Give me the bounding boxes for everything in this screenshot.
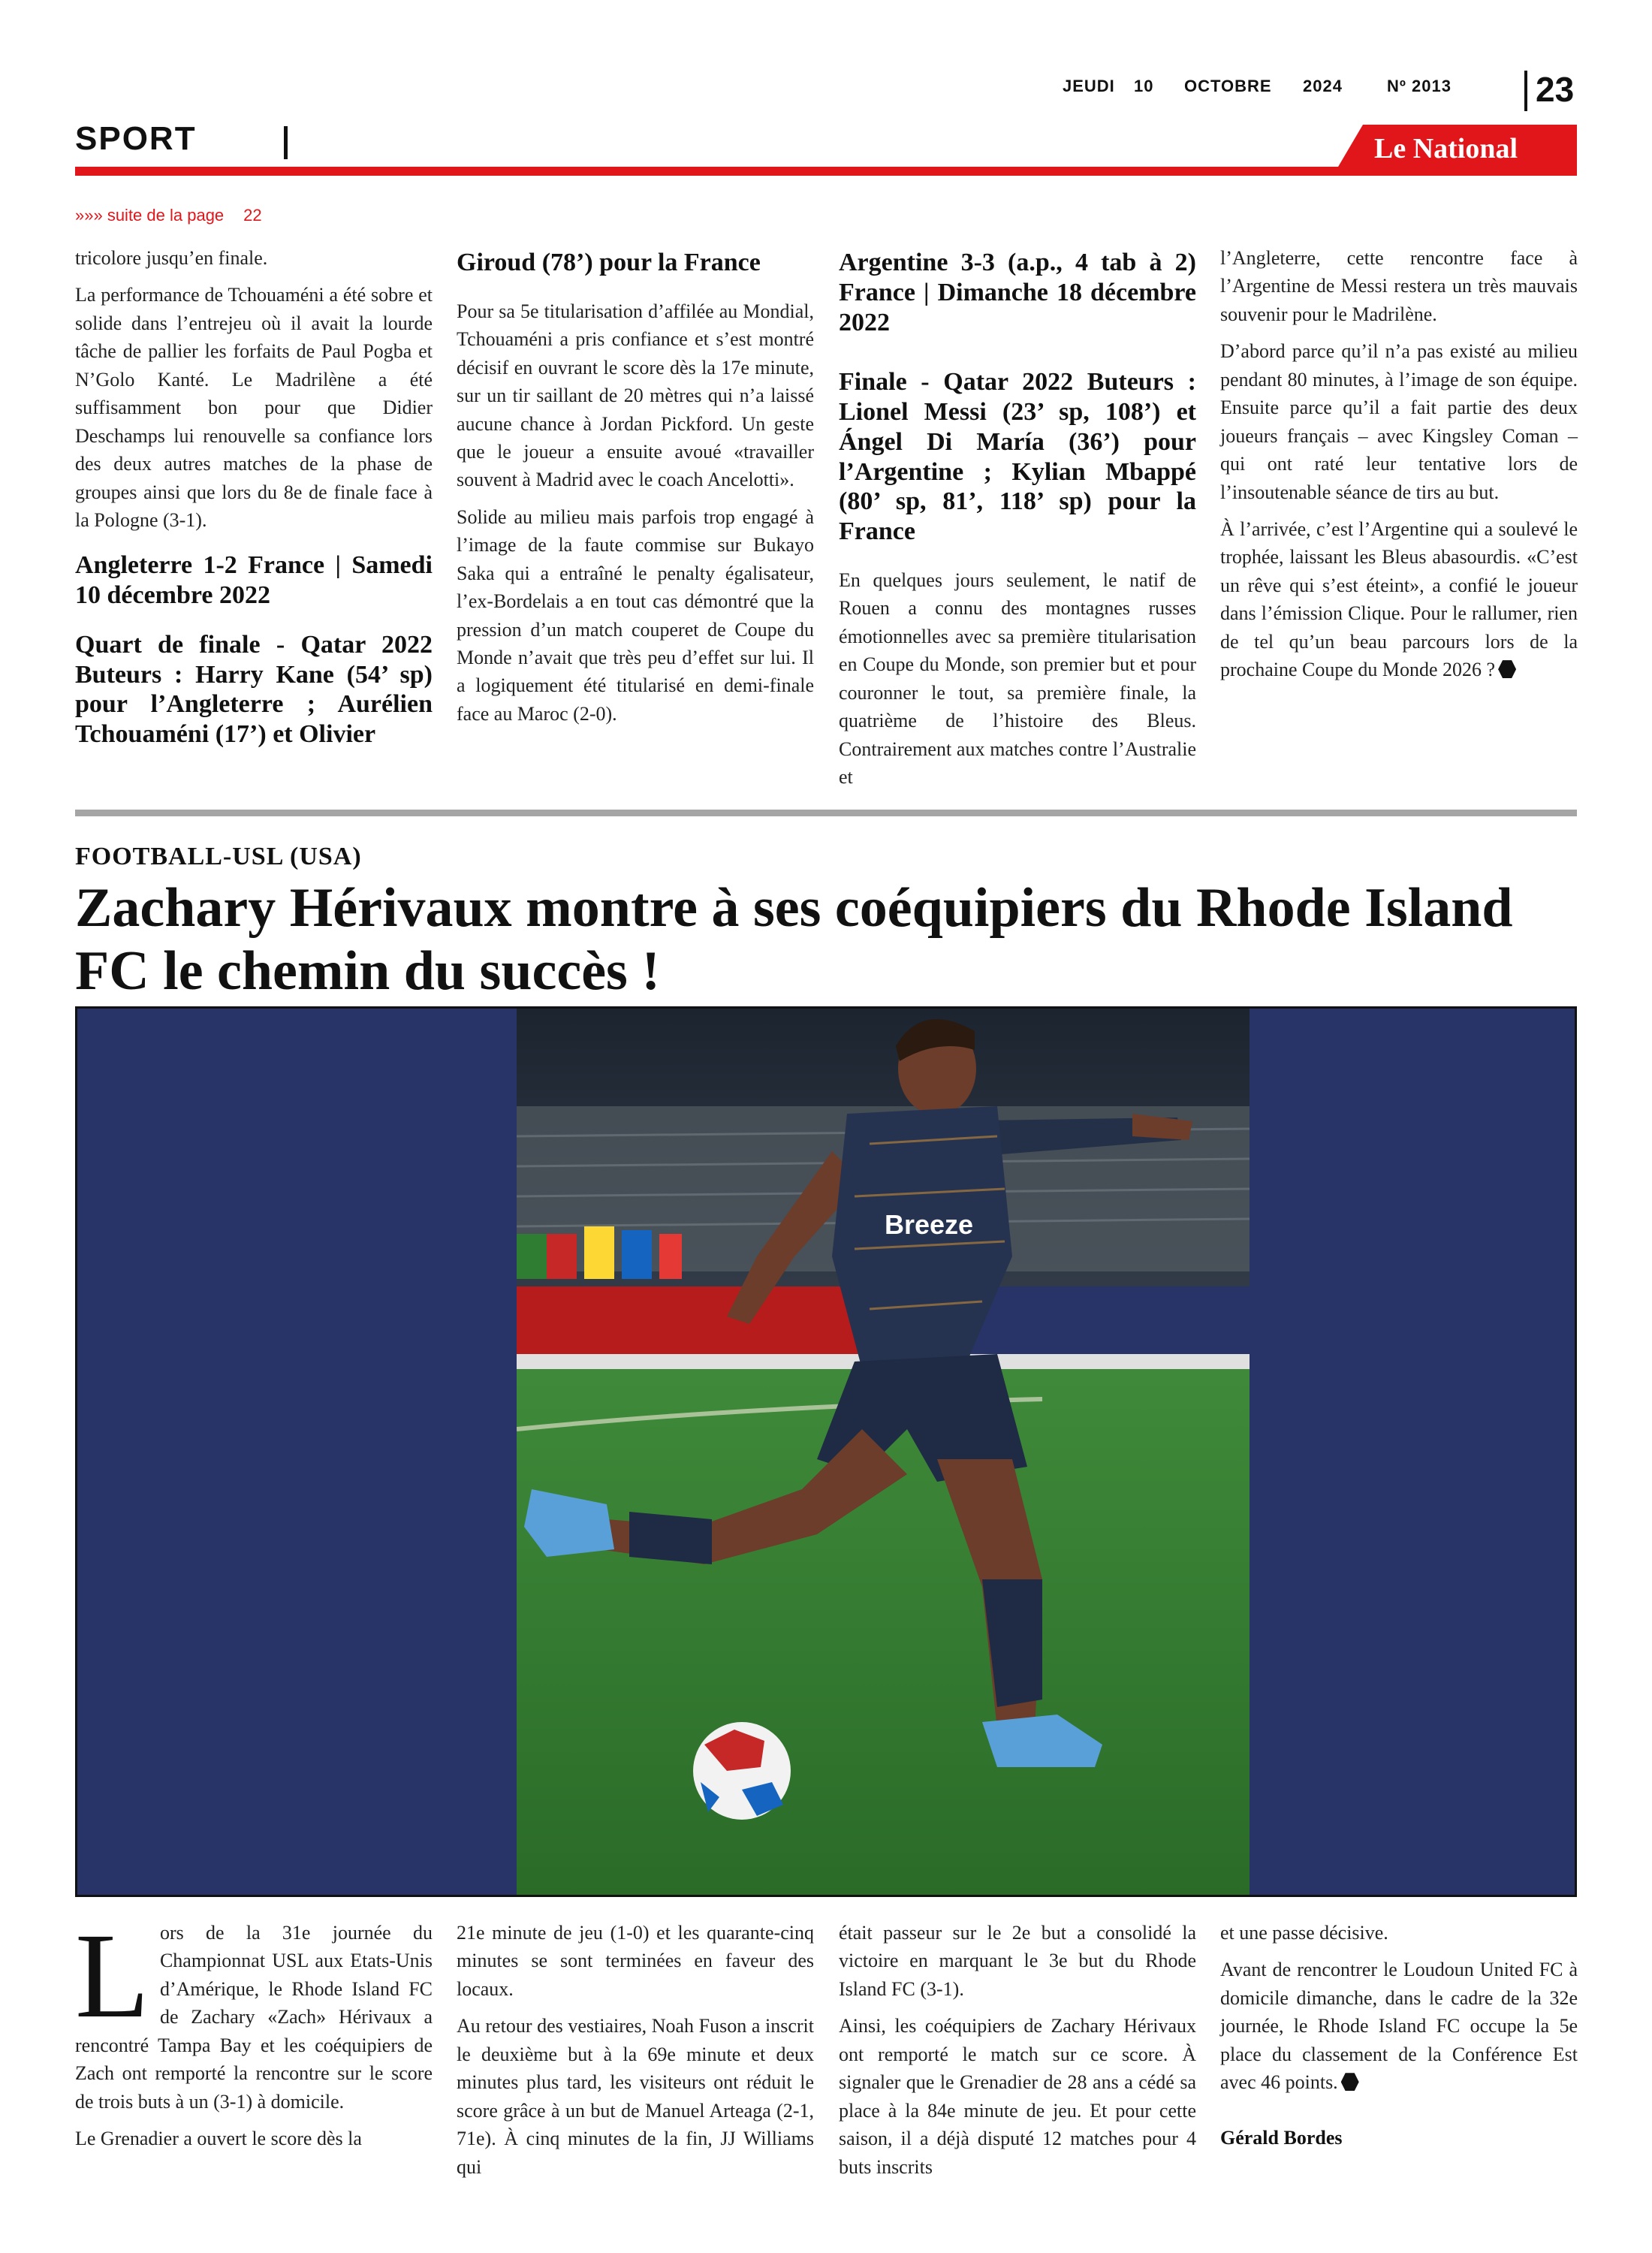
article2-column-1 [75,1909,433,2162]
paragraph: La performance de Tchouaméni a été sobre et solide dans l’entrejeu où il avait la lourde tâche de pallier les forfaits de Paul Pogba et N’Golo Kanté. Le Madrilène a été suffisamment bon pour que Didier Deschamps lui renouvelle sa confiance lors des deux autres matches de la phase de groupes ainsi que lors du 8e de finale face à la Pologne (3-1). [75,284,433,531]
author-signature: Gérald Bordes [1220,2126,1343,2149]
drop-cap: L [75,1909,149,2043]
article1-column-4 [1220,244,1578,693]
jersey-sponsor: Breeze [885,1209,974,1240]
page-number: 23 [1536,70,1575,109]
paragraph: et une passe décisive. [1220,1922,1388,1944]
article1-column-3 [839,248,1196,800]
paragraph: Le Grenadier a ouvert le score dès la [75,2128,362,2150]
paragraph: tricolore jusqu’en finale. [75,247,268,269]
paragraph: l’Angleterre, cette rencontre face à l’Argentine de Messi restera un très mauvais souvenir pour le Madrilène. [1220,247,1578,325]
paragraph: 21e minute de jeu (1-0) et les quarante-cinq minutes se sont terminées en faveur des locaux. [457,1922,814,2000]
continued-label: »»» suite de la page [75,206,225,225]
article1-column-1 [75,244,433,769]
paragraph: Au retour des vestiaires, Noah Fuson a inscrit le deuxième but à la 69e minute et deux minutes plus tard, les visiteurs ont réduit le score grâce à un but de Manuel Arteaga (2-1, 71e). À cinq minutes de la fin, JJ Williams qui [457,2015,814,2178]
issue-date: 10 [1134,77,1154,95]
paragraph-text: À l’arrivée, c’est l’Argentine qui a soulevé le trophée, laissant les Bleus abasourdis. «C’est un rêve qui s’est éteint», a confié le joueur dans l’émission Clique. Pour le rallumer, rien de tel qu’un beau parcours lors de la prochaine Coupe du Monde 2026 ? [1220,517,1578,681]
paragraph: Ainsi, les coéquipiers de Zachary Hérivaux ont remporté le match sur ce score. À signaler que le Grenadier de 28 ans a cédé sa place à la 84e minute de jeu. Et pour cette saison, il a déjà disputé 12 matches pour 4 buts inscrits [839,2015,1196,2178]
section-divider [284,126,288,159]
end-of-article-icon [1341,2073,1359,2091]
paragraph [75,1909,433,2116]
match-heading: Giroud (78’) pour la France [457,249,761,276]
match-heading: Quart de finale - Qatar 2022 Buteurs : Harry Kane (54’ sp) pour l’Angleterre ; Aurélien Tchouaméni (17’) et Olivier [75,630,433,749]
article2-column-3 [839,1919,1196,2190]
paragraph: Solide au milieu mais parfois trop engagé à l’image de la faute commise sur Bukayo Saka qui a entraîné le penalty égalisateur, l’ex-Bordelais a en tout cas démontré que la pression d’un match couperet de Coupe du Monde n’avait que très peu d’effet sur lui. Il a logiquement été titularisé en demi-finale face au Maroc (2-0). [457,505,814,725]
issue-month: OCTOBRE [1184,77,1272,95]
paragraph-text: Avant de rencontrer le Loudoun United FC à domicile dimanche, dans le cadre de la 32e journée, le Rhode Island FC occupe la 5e place du classement de la Conférence Est avec 46 points. [1220,1959,1578,2094]
paragraph: était passeur sur le 2e but a consolidé la victoire en marquant le 3e but du Rhode Island FC (3-1). [839,1922,1196,2000]
issue-day: JEUDI [1063,77,1115,95]
paragraph: Pour sa 5e titularisation d’affilée au Mondial, Tchouaméni a pris confiance et s’est montré décisif en ouvrant le score dès la 17e minute, sur un tir saillant de 20 mètres qui n’a laissé aucune chance à Jordan Pickford. Un geste que le joueur a ensuite avoué «travailler souvent à Madrid avec le coach Ancelotti». [457,300,814,491]
article-headline: Zachary Hérivaux montre à ses coéquipiers du Rhode Island FC le chemin du succès ! [75,877,1513,1002]
paragraph: D’abord parce qu’il n’a pas existé au milieu pendant 80 minutes, à l’image de son équipe. Ensuite parce qu’il a fait partie des deux joueurs français – avec Kingsley Coman – qui ont raté leur tentative lors de l’insoutenable séance de tirs au but. [1220,340,1578,503]
paragraph: En quelques jours seulement, le natif de Rouen a connu des montagnes russes émotionnelles avec sa première titularisation en Coupe du Monde, son premier but et pour couronner le tout, sa première finale, la quatrième de l’histoire des Bleus. Contrairement aux matches contre l’Australie et [839,569,1196,788]
article1-column-2 [457,248,814,737]
paragraph [1220,1956,1578,2096]
paragraph-text: ors de la 31e journée du Championnat USL aux Etats-Unis d’Amérique, le Rhode Island FC de Zachary «Zach» Hérivaux a rencontré Tampa Bay et les coéquipiers de Zach ont remporté la rencontre sur le score de trois buts à un (3-1) à domicile. [75,1922,433,2113]
match-heading: Finale - Qatar 2022 Buteurs : Lionel Messi (23’ sp, 108’) et Ángel Di María (36’) pour l’Argentine ; Kylian Mbappé (80’ sp, 81’, 118’ sp) pour la France [839,368,1196,546]
article2-column-2 [457,1919,814,2190]
continued-from[interactable] [75,206,262,225]
paragraph [1220,515,1578,684]
match-heading: Angleterre 1-2 France | Samedi 10 décembre 2022 [75,551,433,610]
article2-column-4 [1220,1919,1578,2152]
issue-number: Nº 2013 [1387,77,1452,95]
article-kicker: FOOTBALL-USL (USA) [75,843,362,870]
issue-year: 2024 [1303,77,1343,95]
brand-name: Le National [1374,133,1518,164]
end-of-article-icon [1498,660,1516,678]
page-number-divider [1524,71,1527,111]
section-title: SPORT [75,120,197,157]
match-heading: Argentine 3-3 (a.p., 4 tab à 2) France | Dimanche 18 décembre 2022 [839,249,1196,336]
article-photo [517,1009,1250,1895]
continued-page: 22 [243,206,262,225]
article-divider [75,810,1577,816]
